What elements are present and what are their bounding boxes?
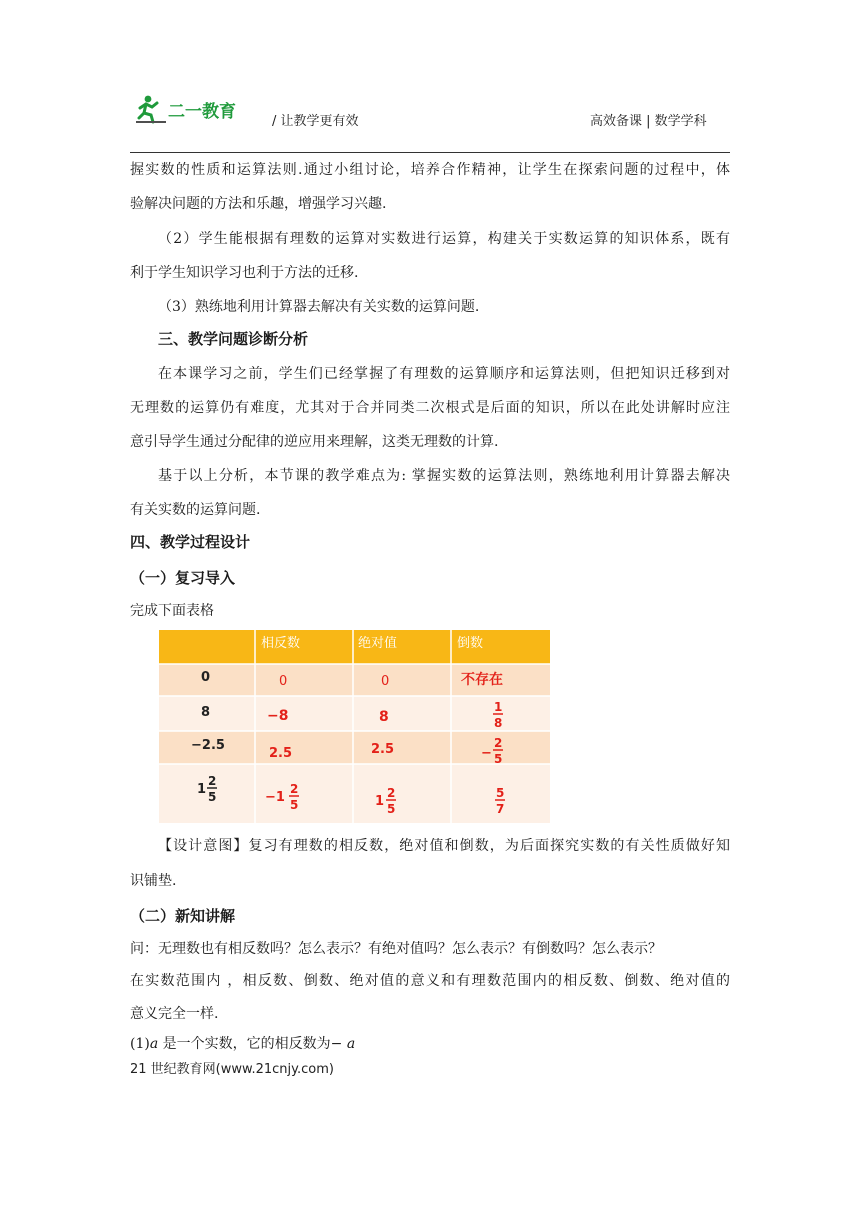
paragraph-line: 完成下面表格 (130, 603, 214, 619)
paragraph-line: 问：无理数也有相反数吗？怎么表示？有绝对值吗？怎么表示？有倒数吗？怎么表示？ (130, 941, 662, 957)
header-opposite: 相反数 (261, 636, 301, 651)
formula-line (130, 1034, 730, 1054)
fraction-denominator: 7 (496, 802, 505, 816)
review-table (159, 630, 550, 823)
formula-result: − a (330, 1036, 356, 1052)
paragraph-line: 利于学生知识学习也利于方法的迁移. (130, 265, 359, 281)
fraction-numerator: 2 (208, 774, 217, 788)
cell-abs: 0 (381, 674, 390, 689)
table-header-row (159, 630, 550, 664)
brand-logo (136, 92, 246, 126)
fraction-denominator: 5 (290, 798, 299, 812)
paragraph-line: 验解决问题的方法和乐趣，增强学习兴趣. (130, 196, 387, 212)
header-divider (130, 152, 730, 153)
paragraph-line: 有关实数的运算问题. (130, 502, 261, 518)
paragraph-line: （2）学生能根据有理数的运算对实数进行运算，构建关于实数运算的知识体系，既有 (158, 231, 730, 247)
paragraph-line: 无理数的运算仍有难度，尤其对于合并同类二次根式是后面的知识，所以在此处讲解时应注 (130, 400, 730, 416)
subsection-heading: （二）新知讲解 (130, 907, 236, 925)
paragraph-line: 握实数的性质和运算法则.通过小组讨论，培养合作精神，让学生在探索问题的过程中，体 (130, 162, 730, 178)
header-slogan: / 让教学更有效 (272, 114, 359, 129)
paragraph-line: 【设计意图】复习有理数的相反数，绝对值和倒数，为后面探究实数的有关性质做好知 (158, 838, 730, 854)
paragraph-line: 在实数范围内 ，相反数、倒数、绝对值的意义和有理数范围内的相反数、倒数、绝对值的 (130, 973, 730, 989)
cell-opposite: −8 (267, 708, 289, 724)
mixed-whole: 1 (375, 794, 385, 809)
section-heading: 四、教学过程设计 (130, 533, 251, 551)
header-reciprocal: 倒数 (457, 636, 484, 651)
fraction-numerator: 1 (494, 700, 503, 714)
fraction-numerator: 2 (290, 782, 299, 796)
fraction-denominator: 5 (387, 802, 396, 816)
fraction-numerator: 2 (494, 736, 503, 750)
cell-reciprocal-sign: − (481, 746, 492, 761)
cell-abs: 8 (379, 709, 389, 725)
fraction-denominator: 5 (208, 790, 217, 804)
fraction-denominator: 5 (494, 752, 503, 766)
fraction-denominator: 8 (494, 716, 503, 730)
cell-label: −2.5 (191, 738, 225, 753)
table-row (159, 696, 550, 731)
cell-abs: 2.5 (371, 742, 395, 757)
fraction-numerator: 2 (387, 786, 396, 800)
formula-text: 是一个实数，它的相反数为 (158, 1036, 331, 1052)
cell-label: 8 (201, 705, 211, 720)
cell-label: 0 (201, 670, 211, 685)
footer-source: 21 世纪教育网(www.21cnjy.com) (130, 1062, 334, 1077)
table-row (159, 764, 550, 823)
paragraph-line: 基于以上分析，本节课的教学难点为: 掌握实数的运算法则，熟练地利用计算器去解决 (158, 468, 730, 484)
formula-variable: a (149, 1036, 159, 1052)
cell-opposite: 2.5 (269, 746, 293, 761)
paragraph-line: 意义完全一样. (130, 1006, 219, 1022)
paragraph-line: 识铺垫. (130, 873, 177, 889)
cell-reciprocal: 不存在 (461, 672, 503, 688)
runner-icon (136, 96, 166, 122)
section-heading: 三、教学问题诊断分析 (158, 330, 309, 348)
mixed-whole: 1 (197, 782, 207, 797)
paragraph-line: 在本课学习之前，学生们已经掌握了有理数的运算顺序和运算法则，但把知识迁移到对 (158, 366, 730, 382)
mixed-whole: −1 (265, 790, 285, 805)
header-absolute: 绝对值 (358, 636, 398, 651)
paragraph-line: 意引导学生通过分配律的逆应用来理解，这类无理数的计算. (130, 434, 499, 450)
formula-prefix: (1) (130, 1036, 150, 1052)
subsection-heading: （一）复习导入 (130, 569, 236, 587)
fraction-numerator: 5 (496, 786, 505, 800)
header-subject: 高效备课 | 数学学科 (590, 114, 707, 129)
logo-text: 二一教育 (168, 102, 236, 122)
cell-opposite: 0 (279, 674, 288, 689)
paragraph-line: （3）熟练地利用计算器去解决有关实数的运算问题. (158, 299, 480, 315)
